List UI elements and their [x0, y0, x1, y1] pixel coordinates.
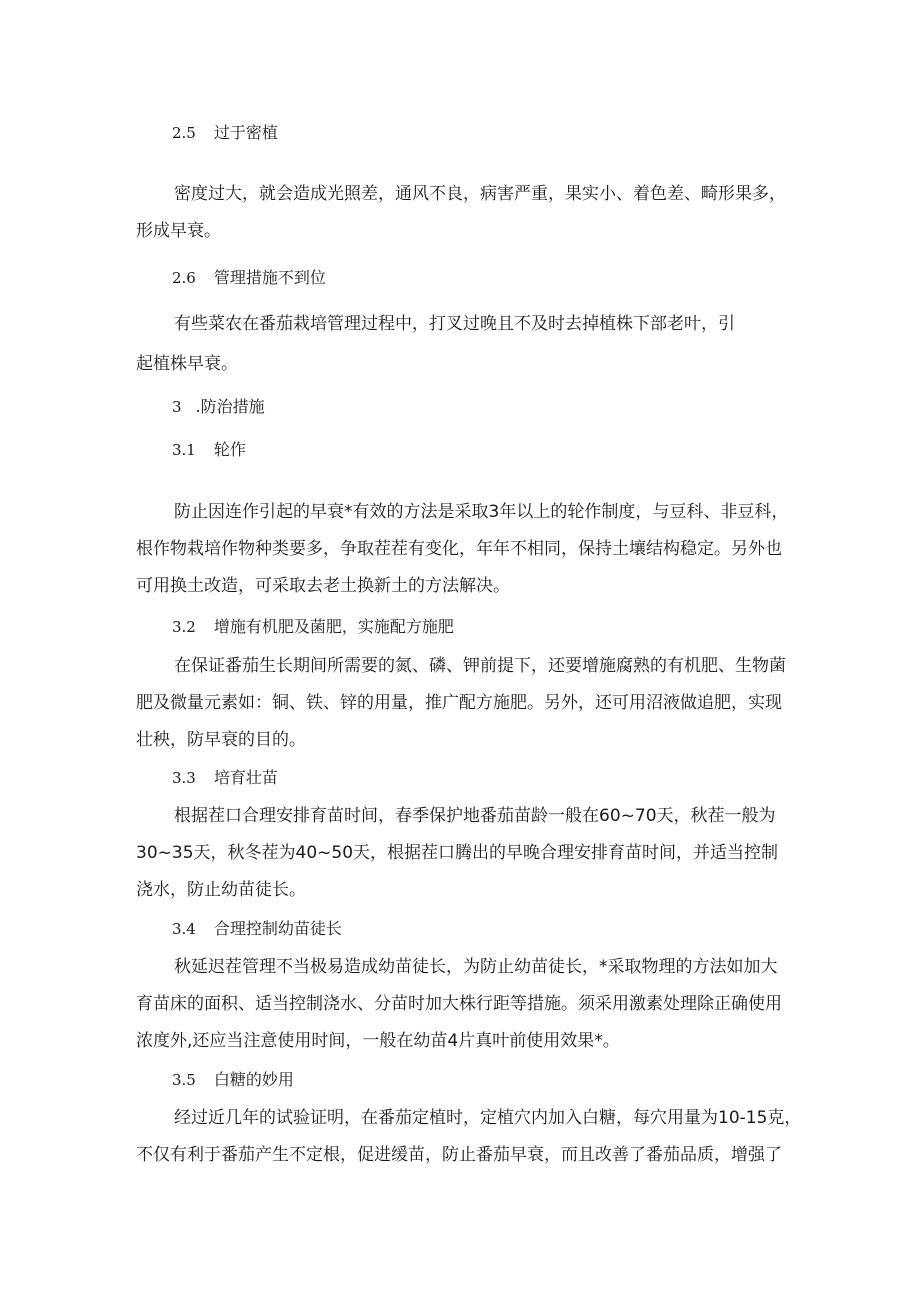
paragraph-line: 密度过大，就会造成光照差，通风不良，病害严重，果实小、着色差、畸形果多，	[174, 184, 786, 204]
paragraph-line: 在保证番茄生长期间所需要的氮、磷、钾前提下，还要增施腐熟的有机肥、生物菌	[174, 656, 786, 676]
paragraph-line: 秋延迟茬管理不当极易造成幼苗徒长，为防止幼苗徒长，*采取物理的方法如加大	[174, 957, 778, 977]
section-title: 合理控制幼苗徒长	[213, 919, 342, 938]
paragraph-line: 有些菜农在番茄栽培管理过程中，打叉过晚且不及时去掉植株下部老叶，引	[174, 314, 735, 334]
section-title: 过于密植	[213, 123, 278, 142]
paragraph-line: 根据茬口合理安排育苗时间，春季保护地番茄苗龄一般在60~70天，秋茬一般为	[174, 806, 776, 826]
paragraph-line: 浇水，防止幼苗徒长。	[136, 880, 306, 900]
paragraph-3-4	[136, 949, 796, 1060]
section-number: 3	[172, 398, 182, 416]
paragraph-2-6	[136, 304, 796, 384]
paragraph-line: 育苗床的面积、适当控制浇水、分苗时加大株行距等措施。须采用激素处理除正确使用	[136, 994, 782, 1014]
section-number: 2.6	[172, 269, 196, 287]
section-number: 3.5	[172, 1071, 196, 1089]
section-heading-2-6	[172, 265, 326, 288]
section-number: 3.3	[172, 769, 196, 787]
paragraph-line: 形成早衰。	[136, 221, 221, 241]
section-title: 管理措施不到位	[213, 268, 326, 287]
paragraph-line: 经过近几年的试验证明，在番茄定植时，定植穴内加入白糖，每穴用量为10-15克，	[174, 1108, 802, 1128]
section-heading-3-5	[172, 1067, 294, 1090]
section-title: 培育壮苗	[213, 768, 278, 787]
section-heading-3-2	[172, 614, 454, 637]
paragraph-line: 根作物栽培作物种类要多，争取茬茬有变化，年年不相同，保持土壤结构稳定。另外也	[136, 539, 782, 559]
section-title: 白糖的妙用	[213, 1070, 294, 1089]
section-heading-3	[172, 394, 265, 417]
section-number: 3.4	[172, 920, 196, 938]
paragraph-line: 防止因连作引起的早衰*有效的方法是采取3年以上的轮作制度，与豆科、非豆科，	[174, 502, 789, 522]
section-heading-3-3	[172, 765, 278, 788]
paragraph-line: 起植株早衰。	[136, 354, 238, 374]
section-title: 轮作	[213, 440, 246, 459]
paragraph-line: 壮秧，防早衰的目的。	[136, 730, 306, 750]
paragraph-2-5	[136, 176, 796, 250]
section-title: .防治措施	[195, 397, 265, 416]
paragraph-line: 可用换土改造，可采取去老土换新土的方法解决。	[136, 576, 510, 596]
paragraph-line: 肥及微量元素如：铜、铁、锌的用量，推广配方施肥。另外，还可用沼液做追肥，实现	[136, 693, 782, 713]
paragraph-3-5	[136, 1100, 802, 1174]
paragraph-line: 浓度外,还应当注意使用时间，一般在幼苗4片真叶前使用效果*。	[136, 1031, 620, 1051]
paragraph-3-1	[136, 494, 796, 605]
paragraph-3-2	[136, 648, 796, 759]
paragraph-line: 30~35天，秋冬茬为40~50天，根据茬口腾出的早晚合理安排育苗时间，并适当控制	[136, 843, 779, 863]
section-number: 2.5	[172, 124, 196, 142]
section-heading-3-4	[172, 916, 342, 939]
paragraph-line: 不仅有利于番茄产生不定根，促进缓苗，防止番茄早衰，而且改善了番茄品质，增强了	[136, 1145, 782, 1165]
section-number: 3.1	[172, 441, 196, 459]
section-heading-2-5	[172, 120, 278, 143]
section-heading-3-1	[172, 437, 246, 460]
section-title: 增施有机肥及菌肥，实施配方施肥	[213, 617, 454, 636]
paragraph-3-3	[136, 798, 796, 909]
section-number: 3.2	[172, 618, 196, 636]
